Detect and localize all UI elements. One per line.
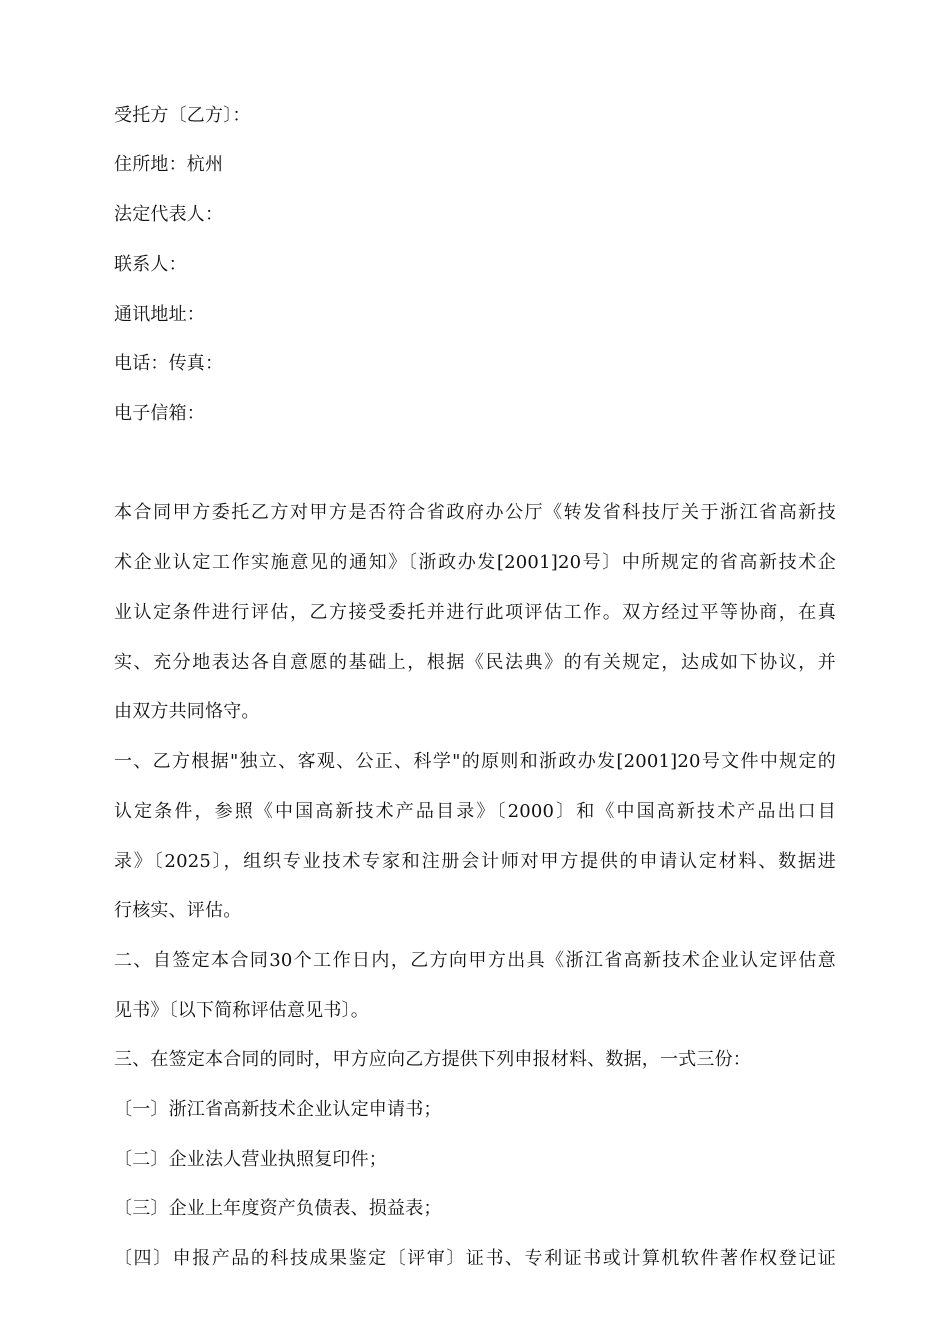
material-item: 〔一〕浙江省高新技术企业认定申请书； — [114, 1099, 442, 1120]
entrusted-party-label: 受托方〔乙方〕： — [114, 105, 251, 126]
intro-line: 实、充分地表达各自意愿的基础上，根据《民法典》的有关规定，达成如下协议，并 — [114, 652, 836, 673]
clause-1-line: 认定条件，参照《中国高新技术产品目录》〔2000〕和《中国高新技术产品出口目 — [114, 801, 836, 822]
clause-1-line: 一、乙方根据"独立、客观、公正、科学"的原则和浙政办发[2001]20号文件中规定的 — [114, 751, 836, 772]
material-item: 〔四〕申报产品的科技成果鉴定〔评审〕证书、专利证书或计算机软件著作权登记证 — [114, 1248, 836, 1269]
legal-representative-label: 法定代表人： — [114, 204, 224, 225]
material-item: 〔二〕企业法人营业执照复印件； — [114, 1149, 387, 1170]
intro-line: 本合同甲方委托乙方对甲方是否符合省政府办公厅《转发省科技厅关于浙江省高新技 — [114, 502, 836, 523]
clause-3-line: 三、在签定本合同的同时，甲方应向乙方提供下列申报材料、数据，一式三份： — [114, 1049, 751, 1070]
address-label: 住所地：杭州 — [114, 154, 224, 175]
clause-2-line: 见书》〔以下简称评估意见书〕。 — [114, 1000, 369, 1021]
phone-fax-label: 电话：传真： — [114, 353, 224, 374]
clause-1-line: 录》〔2025〕，组织专业技术专家和注册会计师对甲方提供的申请认定材料、数据进 — [114, 851, 836, 872]
mailing-address-label: 通讯地址： — [114, 304, 205, 325]
clause-1-line: 行核实、评估。 — [114, 900, 242, 921]
intro-line: 业认定条件进行评估，乙方接受委托并进行此项评估工作。双方经过平等协商，在真 — [114, 602, 836, 623]
intro-line: 术企业认定工作实施意见的通知》〔浙政办发[2001]20号〕中所规定的省高新技术企 — [114, 552, 836, 573]
clause-2-line: 二、自签定本合同30个工作日内，乙方向甲方出具《浙江省高新技术企业认定评估意 — [114, 950, 836, 971]
material-item: 〔三〕企业上年度资产负债表、损益表； — [114, 1198, 442, 1219]
intro-line: 由双方共同恪守。 — [114, 701, 260, 722]
contact-person-label: 联系人： — [114, 254, 187, 275]
email-label: 电子信箱： — [114, 403, 205, 424]
